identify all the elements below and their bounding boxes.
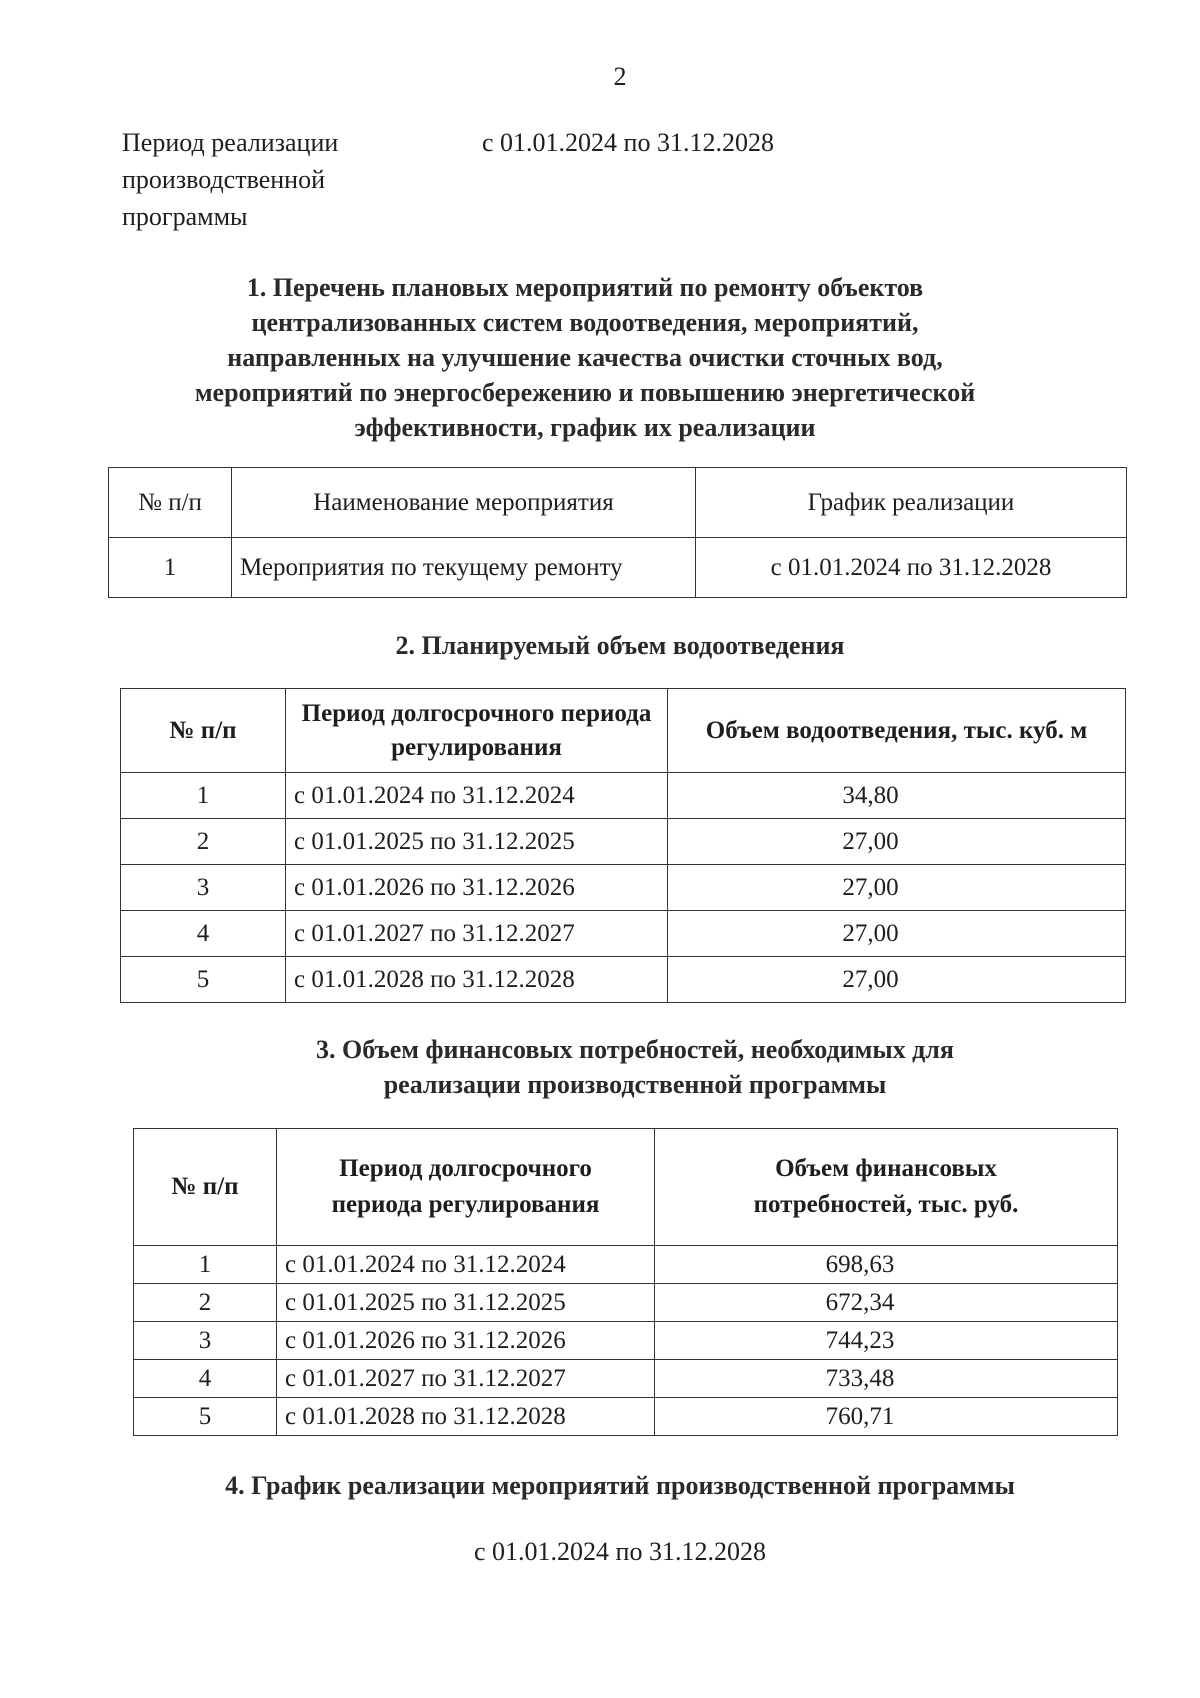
cell-number: 3	[121, 865, 286, 911]
cell-number: 5	[121, 957, 286, 1003]
cell-number: 5	[134, 1398, 277, 1436]
table-row	[121, 957, 1126, 1003]
wastewater-volume-table	[120, 688, 1126, 1003]
section4-period: с 01.01.2024 по 31.12.2028	[474, 1537, 766, 1566]
section1-title: 1. Перечень плановых мероприятий по ремонту объектов централизованных систем водоотведения, мероприятий, направленных на улучшение качества очистки сточных вод, мероприятий по энергосбережению и повышению энергетической эффективности, график их реализации	[194, 273, 976, 442]
header-cell: № п/п	[121, 689, 286, 773]
header-cell: Период долгосрочного периода регулирования	[286, 689, 668, 773]
section4-title: 4. График реализации мероприятий производственной программы	[225, 1471, 1015, 1500]
cell-period: с 01.01.2026 по 31.12.2026	[286, 865, 668, 911]
cell-amount: 698,63	[655, 1246, 1118, 1284]
cell-period: с 01.01.2024 по 31.12.2024	[277, 1246, 655, 1284]
header-cell: Объем водоотведения, тыс. куб. м	[668, 689, 1126, 773]
table-header-row	[121, 689, 1126, 773]
table-row	[121, 865, 1126, 911]
financial-needs-table	[133, 1128, 1118, 1436]
cell-amount: 672,34	[655, 1284, 1118, 1322]
cell-volume: 27,00	[668, 865, 1126, 911]
table-row	[134, 1284, 1118, 1322]
cell-amount: 733,48	[655, 1360, 1118, 1398]
table-row	[134, 1246, 1118, 1284]
cell-period: с 01.01.2028 по 31.12.2028	[286, 957, 668, 1003]
cell-volume: 27,00	[668, 957, 1126, 1003]
cell-number: 1	[109, 538, 232, 598]
header-cell: № п/п	[109, 468, 232, 538]
page-number: 2	[613, 62, 627, 91]
cell-period: с 01.01.2025 по 31.12.2025	[286, 819, 668, 865]
cell-period: с 01.01.2026 по 31.12.2026	[277, 1322, 655, 1360]
cell-number: 1	[121, 773, 286, 819]
cell-amount: 760,71	[655, 1398, 1118, 1436]
section3-title: 3. Объем финансовых потребностей, необходимых для реализации производственной программы	[316, 1035, 954, 1099]
cell-period: с 01.01.2027 по 31.12.2027	[277, 1360, 655, 1398]
header-cell: Наименование мероприятия	[232, 468, 696, 538]
table-row	[121, 911, 1126, 957]
cell-number: 4	[134, 1360, 277, 1398]
events-table	[108, 467, 1127, 598]
header-cell: № п/п	[134, 1129, 277, 1246]
cell-schedule: с 01.01.2024 по 31.12.2028	[696, 538, 1127, 598]
program-period-value: с 01.01.2024 по 31.12.2028	[482, 128, 774, 157]
table-row	[134, 1322, 1118, 1360]
section2-title: 2. Планируемый объем водоотведения	[395, 631, 845, 660]
cell-event-name: Мероприятия по текущему ремонту	[232, 538, 696, 598]
header-cell: Период долгосрочного периода регулирования	[277, 1129, 655, 1246]
cell-period: с 01.01.2027 по 31.12.2027	[286, 911, 668, 957]
cell-number: 2	[121, 819, 286, 865]
cell-number: 4	[121, 911, 286, 957]
cell-amount: 744,23	[655, 1322, 1118, 1360]
program-period-label: Период реализации производственной программы	[122, 128, 339, 231]
cell-volume: 27,00	[668, 819, 1126, 865]
cell-period: с 01.01.2028 по 31.12.2028	[277, 1398, 655, 1436]
cell-volume: 27,00	[668, 911, 1126, 957]
cell-period: с 01.01.2024 по 31.12.2024	[286, 773, 668, 819]
cell-number: 1	[134, 1246, 277, 1284]
table-row	[121, 773, 1126, 819]
table-row	[109, 538, 1127, 598]
cell-number: 2	[134, 1284, 277, 1322]
cell-number: 3	[134, 1322, 277, 1360]
table-header-row	[109, 468, 1127, 538]
header-cell: Объем финансовых потребностей, тыс. руб.	[655, 1129, 1118, 1246]
table-header-row	[134, 1129, 1118, 1246]
table-row	[134, 1398, 1118, 1436]
table-row	[134, 1360, 1118, 1398]
table-row	[121, 819, 1126, 865]
header-cell: График реализации	[696, 468, 1127, 538]
cell-volume: 34,80	[668, 773, 1126, 819]
cell-period: с 01.01.2025 по 31.12.2025	[277, 1284, 655, 1322]
